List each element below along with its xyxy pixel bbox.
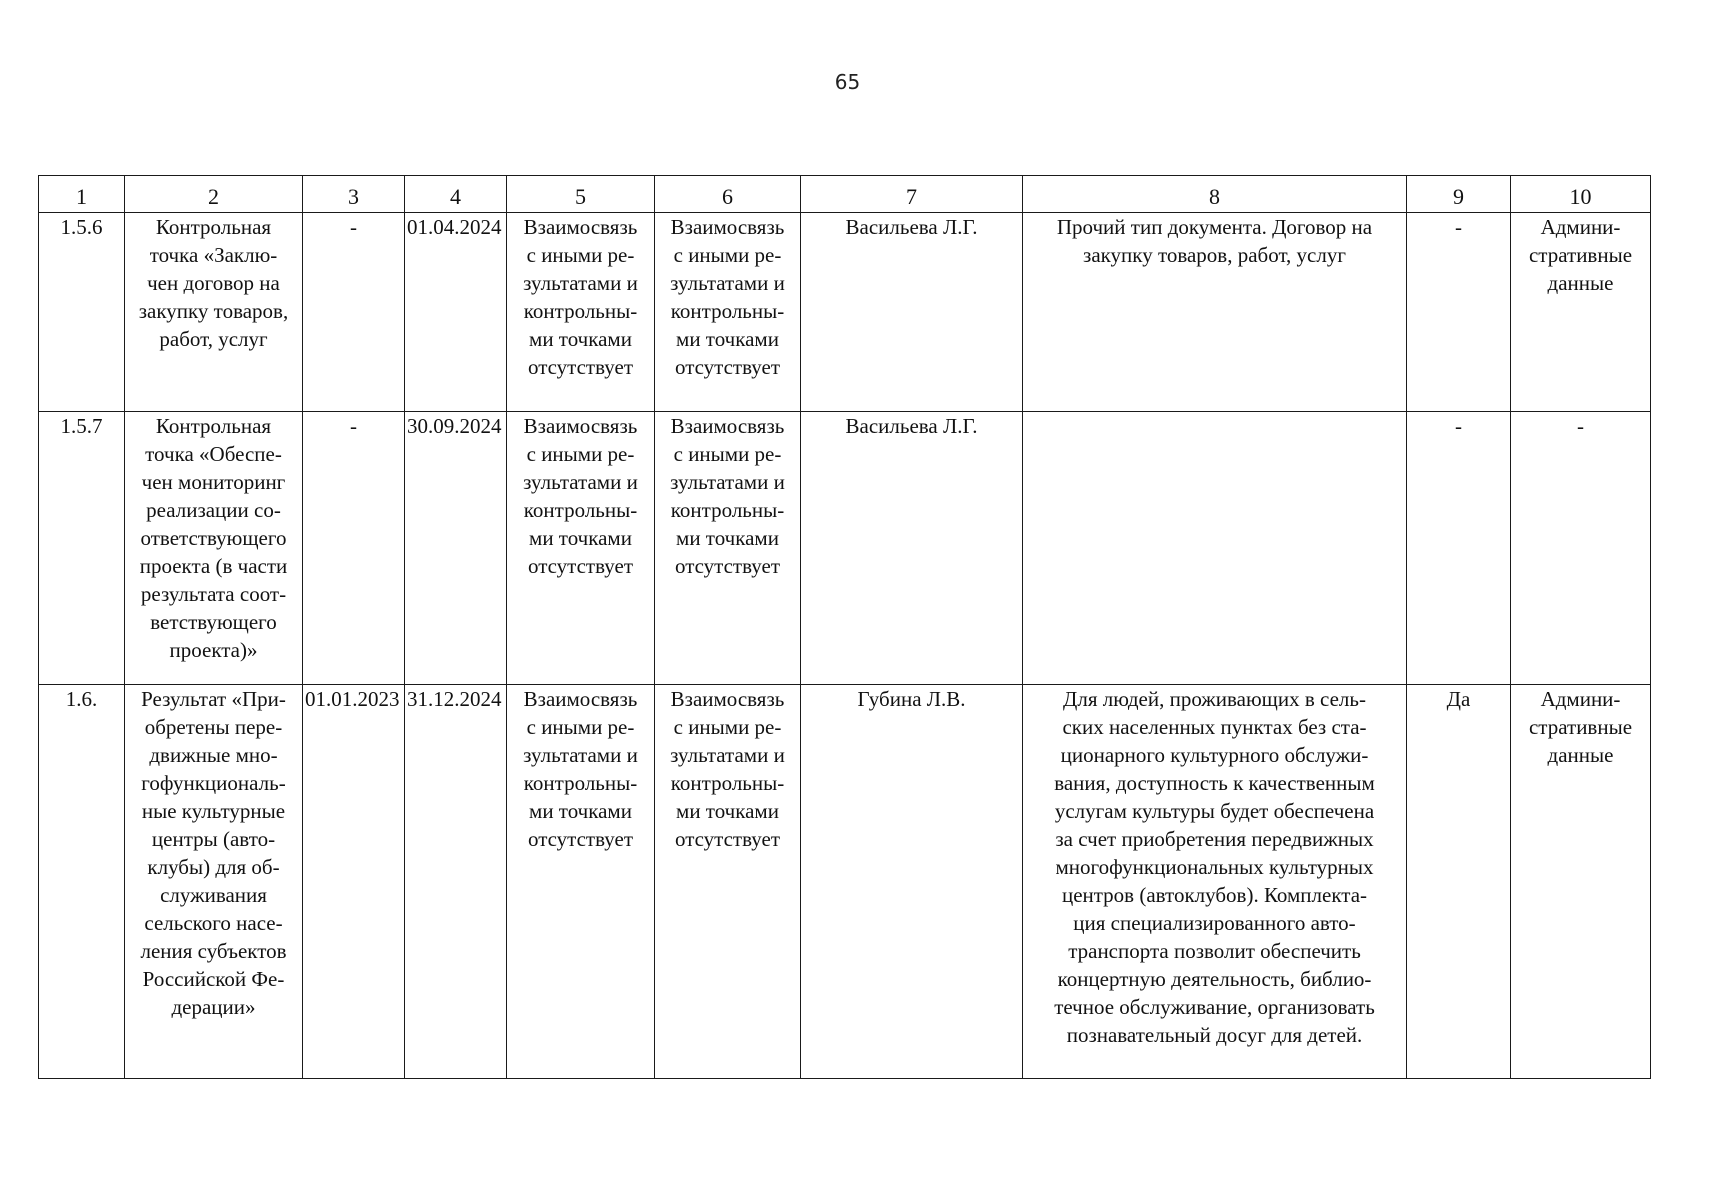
row-number-cell bbox=[39, 685, 125, 1079]
predecessor-cell bbox=[507, 412, 655, 685]
successor-cell bbox=[655, 213, 801, 412]
source-text: Админи- стративные данные bbox=[1528, 215, 1633, 295]
start-date: 01.01.2023 bbox=[305, 687, 400, 711]
header-cell-9: 9 bbox=[1407, 176, 1511, 213]
row-number: 1.5.7 bbox=[60, 414, 103, 438]
description-cell bbox=[1023, 213, 1407, 412]
row-number-cell bbox=[39, 213, 125, 412]
description-text: Для людей, проживающих в сель- ских населенных пунктах без ста- ционарного культурного обслужи- вания, доступность к качественным услугам культуры будет обеспечена за счет приобретения передвижных многофункциональных культурных центров (автоклубов). Комплекта- ция специализированного авто- транспорта позволит обеспечить концертную деятельность, библио- течное обслуживание, организовать познавательный досуг для детей. bbox=[1054, 687, 1375, 1047]
flag-value: - bbox=[1455, 215, 1462, 239]
name-cell bbox=[125, 213, 303, 412]
end-date-cell bbox=[405, 213, 507, 412]
header-cell-2: 2 bbox=[125, 176, 303, 213]
source-cell bbox=[1511, 685, 1651, 1079]
source-text: Админи- стративные данные bbox=[1528, 687, 1633, 767]
table-row bbox=[39, 412, 1651, 685]
responsible-person: Васильева Л.Г. bbox=[845, 215, 978, 239]
responsible-cell bbox=[801, 213, 1023, 412]
start-date: - bbox=[350, 414, 357, 438]
flag-cell bbox=[1407, 213, 1511, 412]
flag-cell bbox=[1407, 685, 1511, 1079]
successor-cell bbox=[655, 412, 801, 685]
item-name: Результат «При- обретены пере- движные мно- гофункциональ- ные культурные центры (авто- клубы) для об- служивания сельского насе- ления субъектов Российской Фе- дерации» bbox=[140, 687, 287, 1019]
source-text: - bbox=[1577, 414, 1584, 438]
item-name: Контрольная точка «Заклю- чен договор на закупку товаров, работ, услуг bbox=[138, 215, 289, 351]
source-cell bbox=[1511, 412, 1651, 685]
header-cell-1: 1 bbox=[39, 176, 125, 213]
predecessor-cell bbox=[507, 685, 655, 1079]
successor-text: Взаимосвязь с иными ре- зультатами и контрольны- ми точками отсутствует bbox=[670, 215, 785, 379]
table-row bbox=[39, 685, 1651, 1079]
end-date-cell bbox=[405, 685, 507, 1079]
end-date: 30.09.2024 bbox=[407, 414, 502, 438]
item-name: Контрольная точка «Обеспе- чен мониторинг реализации со- ответствующего проекта (в части результата соот- ветствующего проекта)» bbox=[139, 414, 288, 662]
name-cell bbox=[125, 412, 303, 685]
header-cell-4: 4 bbox=[405, 176, 507, 213]
description-cell bbox=[1023, 685, 1407, 1079]
responsible-cell bbox=[801, 412, 1023, 685]
predecessor-text: Взаимосвязь с иными ре- зультатами и контрольны- ми точками отсутствует bbox=[523, 414, 638, 578]
row-number-cell bbox=[39, 412, 125, 685]
end-date: 01.04.2024 bbox=[407, 215, 502, 239]
predecessor-text: Взаимосвязь с иными ре- зультатами и контрольны- ми точками отсутствует bbox=[523, 687, 638, 851]
predecessor-text: Взаимосвязь с иными ре- зультатами и контрольны- ми точками отсутствует bbox=[523, 215, 638, 379]
end-date: 31.12.2024 bbox=[407, 687, 502, 711]
row-number: 1.5.6 bbox=[60, 215, 103, 239]
responsible-person: Васильева Л.Г. bbox=[845, 414, 978, 438]
flag-cell bbox=[1407, 412, 1511, 685]
name-cell bbox=[125, 685, 303, 1079]
start-date-cell bbox=[303, 213, 405, 412]
successor-text: Взаимосвязь с иными ре- зультатами и контрольны- ми точками отсутствует bbox=[670, 687, 785, 851]
description-cell bbox=[1023, 412, 1407, 685]
start-date-cell bbox=[303, 685, 405, 1079]
successor-cell bbox=[655, 685, 801, 1079]
start-date-cell bbox=[303, 412, 405, 685]
header-cell-6: 6 bbox=[655, 176, 801, 213]
row-number: 1.6. bbox=[65, 687, 98, 711]
responsible-cell bbox=[801, 685, 1023, 1079]
flag-value: - bbox=[1455, 414, 1462, 438]
predecessor-cell bbox=[507, 213, 655, 412]
flag-value: Да bbox=[1446, 687, 1471, 711]
description-text: Прочий тип документа. Договор на закупку товаров, работ, услуг bbox=[1056, 215, 1373, 267]
responsible-person: Губина Л.В. bbox=[857, 687, 966, 711]
header-cell-8: 8 bbox=[1023, 176, 1407, 213]
end-date-cell bbox=[405, 412, 507, 685]
successor-text: Взаимосвязь с иными ре- зультатами и контрольны- ми точками отсутствует bbox=[670, 414, 785, 578]
document-table bbox=[38, 175, 1651, 1079]
start-date: - bbox=[350, 215, 357, 239]
table-header-row bbox=[39, 176, 1651, 213]
page-number: 65 bbox=[834, 70, 861, 94]
source-cell bbox=[1511, 213, 1651, 412]
header-cell-10: 10 bbox=[1511, 176, 1651, 213]
header-cell-7: 7 bbox=[801, 176, 1023, 213]
header-cell-5: 5 bbox=[507, 176, 655, 213]
table-row bbox=[39, 213, 1651, 412]
header-cell-3: 3 bbox=[303, 176, 405, 213]
